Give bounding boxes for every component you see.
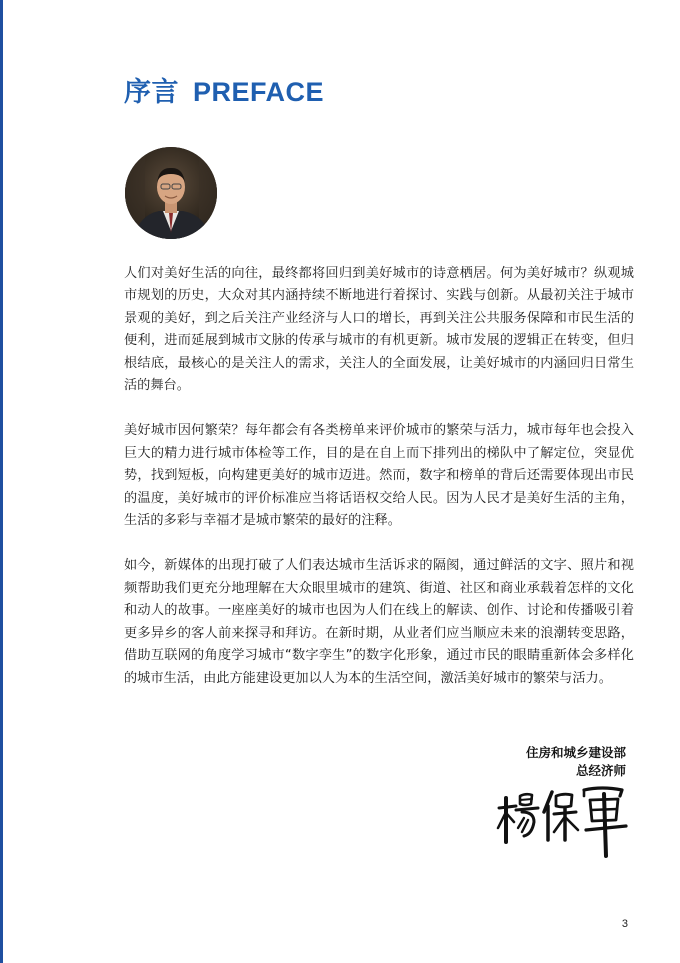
paragraph: 美好城市因何繁荣？每年都会有各类榜单来评价城市的繁荣与活力，城市每年也会投入巨大的精力进行城市体检等工作，目的是在自上而下排列出的梯队中了解定位，突显优势，找到短板，向构建更美好的城市迈进。然而，数字和榜单的背后还需要体现出市民的温度，美好城市的评价标准应当将话语权交给人民。因为人民才是美好生活的主角，生活的多彩与幸福才是城市繁荣的最好的注释。 <box>124 423 634 529</box>
portrait-photo-icon <box>125 147 217 239</box>
signature-icon <box>496 782 632 858</box>
title-english: PREFACE <box>193 77 325 107</box>
paragraph: 人们对美好生活的向往，最终都将回归到美好城市的诗意栖居。何为美好城市？纵观城市规划的历史，大众对其内涵持续不断地进行着探讨、实践与创新。从最初关注于城市景观的美好，到之后关注产业经济与人口的增长，再到关注公共服务保障和市民生活的便利，进而延展到城市文脉的传承与城市的有机更新。城市发展的逻辑正在转变，但归根结底，最核心的是关注人的需求，关注人的全面发展，让美好城市的内涵回归日常生活的舞台。 <box>124 266 634 394</box>
page-edge-rule <box>0 0 3 963</box>
title-chinese: 序言 <box>124 77 179 108</box>
author-portrait <box>125 147 217 239</box>
page-title <box>124 70 324 109</box>
author-credit <box>526 744 626 780</box>
preface-body <box>124 263 634 713</box>
author-organization: 住房和城乡建设部 <box>525 745 626 760</box>
author-position: 总经济师 <box>575 763 626 778</box>
handwritten-signature <box>496 782 632 858</box>
page-number: 3 <box>621 918 628 930</box>
paragraph: 如今，新媒体的出现打破了人们表达城市生活诉求的隔阂，通过鲜活的文字、照片和视频帮助我们更充分地理解在大众眼里城市的建筑、街道、社区和商业承载着怎样的文化和动人的故事。一座座美好的城市也因为人们在线上的解读、创作、讨论和传播吸引着更多异乡的客人前来探寻和拜访。在新时期，从业者们应当顺应未来的浪潮转变思路，借助互联网的角度学习城市“数字孪生”的数字化形象，通过市民的眼睛重新体会多样化的城市生活，由此方能建设更加以人为本的生活空间，激活美好城市的繁荣与活力。 <box>124 558 634 686</box>
